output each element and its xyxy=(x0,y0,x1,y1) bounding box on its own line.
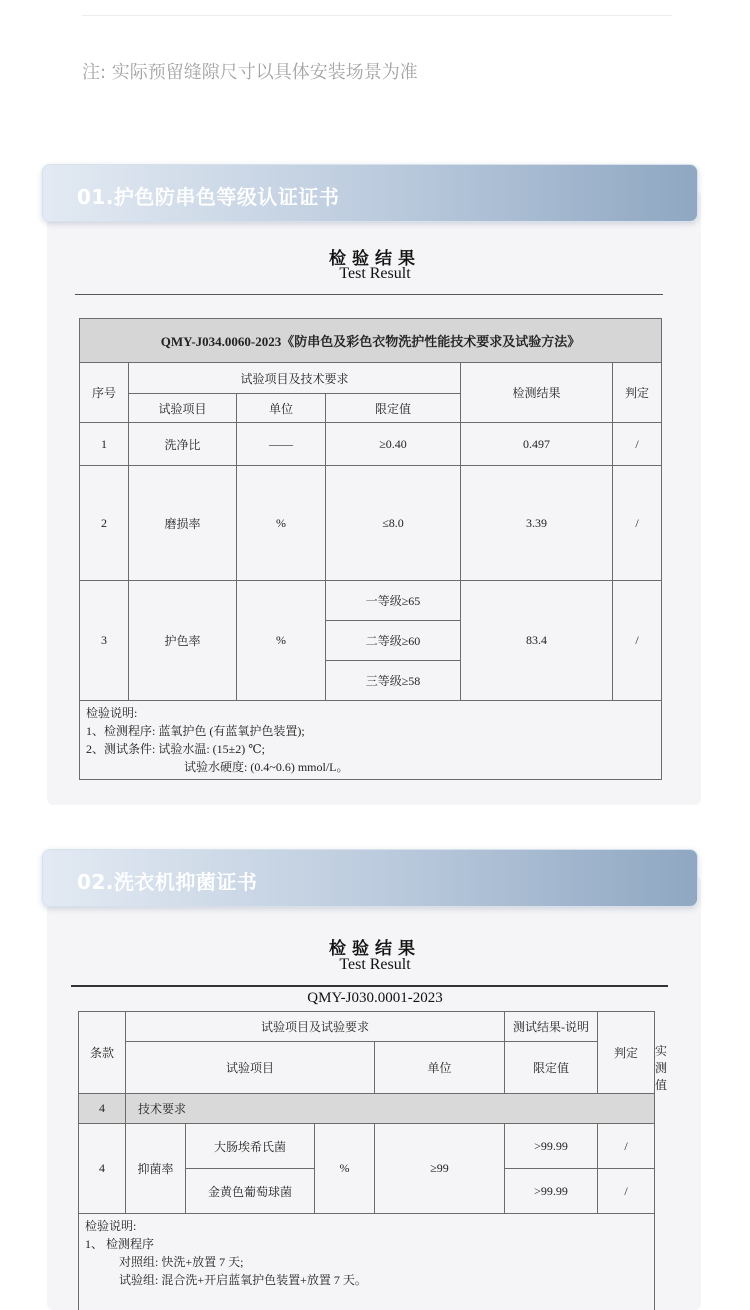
table-row xyxy=(79,1094,655,1124)
header-items-group: 试验项目及技术要求 xyxy=(129,363,461,394)
cell-judge: / xyxy=(613,423,662,466)
title-rule-2 xyxy=(71,985,668,987)
cell-limit-grade-2: 二等级≥60 xyxy=(326,621,461,661)
header-item: 试验项目 xyxy=(126,1042,375,1094)
cell-unit: % xyxy=(315,1124,375,1214)
notes-heading: 检验说明: xyxy=(85,1219,137,1233)
installation-note: 注: 实际预留缝隙尺寸以具体安装场景为准 xyxy=(82,62,418,83)
header-no: 序号 xyxy=(80,363,129,423)
cell-measured-1: >99.99 xyxy=(505,1124,598,1169)
header-result: 检测结果 xyxy=(461,363,613,423)
cell-judge-2: / xyxy=(598,1169,655,1214)
header-unit: 单位 xyxy=(375,1042,505,1094)
notes-line: 2、测试条件: 试验水温: (15±2) ℃; xyxy=(86,742,266,756)
cell-limit-grade-1: 一等级≥65 xyxy=(326,581,461,621)
cell-limit: ≥99 xyxy=(375,1124,505,1214)
cell-item: 洗净比 xyxy=(129,423,237,466)
result-title-en-2: Test Result xyxy=(339,956,411,973)
cell-no: 2 xyxy=(80,466,129,581)
cell-limit: ≤8.0 xyxy=(326,466,461,581)
test-result-table-1 xyxy=(79,318,662,780)
result-title-en-1: Test Result xyxy=(339,265,411,282)
notes-line: 试验水硬度: (0.4~0.6) mmol/L。 xyxy=(184,760,349,774)
cell-tech-requirement: 技术要求 xyxy=(126,1094,655,1124)
section-banner-2 xyxy=(42,849,698,907)
title-rule-1 xyxy=(75,294,663,295)
cell-measured-2: >99.99 xyxy=(505,1169,598,1214)
header-limit: 限定值 xyxy=(505,1042,598,1094)
section-title-1: 01.护色防串色等级认证证书 xyxy=(77,185,340,209)
header-judge: 判定 xyxy=(613,363,662,423)
standard-code: QMY-J030.0001-2023 xyxy=(307,990,443,1006)
table-row xyxy=(80,581,662,621)
standard-name: QMY-J034.0060-2023《防串色及彩色衣物洗护性能技术要求及试验方法》 xyxy=(80,319,662,363)
cell-unit: % xyxy=(237,466,326,581)
result-title-cn-1: 检验结果 xyxy=(329,249,421,269)
cell-limit: ≥0.40 xyxy=(326,423,461,466)
header-result-group: 测试结果-说明 xyxy=(505,1012,598,1042)
notes-line: 试验组: 混合洗+开启蓝氧护色装置+放置 7 天。 xyxy=(119,1273,367,1287)
result-title-cn-2: 检验结果 xyxy=(329,939,421,959)
cell-unit: % xyxy=(237,581,326,701)
cell-item: 抑菌率 xyxy=(126,1124,186,1214)
header-clause: 条款 xyxy=(79,1012,126,1094)
cell-judge: / xyxy=(613,466,662,581)
section-title-2: 02.洗衣机抑菌证书 xyxy=(77,870,258,894)
cell-clause: 4 xyxy=(79,1124,126,1214)
table-row xyxy=(80,423,662,466)
header-unit: 单位 xyxy=(237,394,326,423)
cell-item: 护色率 xyxy=(129,581,237,701)
top-divider xyxy=(82,15,672,16)
table-row xyxy=(79,1124,655,1169)
cell-clause: 4 xyxy=(79,1094,126,1124)
cell-no: 3 xyxy=(80,581,129,701)
test-notes-1 xyxy=(80,701,662,780)
notes-line: 对照组: 快洗+放置 7 天; xyxy=(119,1255,244,1269)
cell-result: 3.39 xyxy=(461,466,613,581)
cell-judge-1: / xyxy=(598,1124,655,1169)
header-limit: 限定值 xyxy=(326,394,461,423)
table-row xyxy=(80,466,662,581)
cell-unit: —— xyxy=(237,423,326,466)
notes-line: 1、 检测程序 xyxy=(85,1237,155,1251)
notes-line: 1、检测程序: 蓝氧护色 (有蓝氧护色装置); xyxy=(86,724,305,738)
section-banner-1 xyxy=(42,164,698,222)
cell-bacteria-1: 大肠埃希氏菌 xyxy=(186,1124,315,1169)
header-item: 试验项目 xyxy=(129,394,237,423)
notes-heading: 检验说明: xyxy=(86,706,138,720)
test-result-table-2 xyxy=(78,1011,655,1310)
cell-result: 83.4 xyxy=(461,581,613,701)
header-items-group: 试验项目及试验要求 xyxy=(126,1012,505,1042)
cell-result: 0.497 xyxy=(461,423,613,466)
cell-bacteria-2: 金黄色葡萄球菌 xyxy=(186,1169,315,1214)
cell-no: 1 xyxy=(80,423,129,466)
cell-item: 磨损率 xyxy=(129,466,237,581)
cell-judge: / xyxy=(613,581,662,701)
header-judge: 判定 xyxy=(598,1012,655,1094)
cell-limit-grade-3: 三等级≥58 xyxy=(326,661,461,701)
test-notes-2 xyxy=(79,1214,655,1310)
